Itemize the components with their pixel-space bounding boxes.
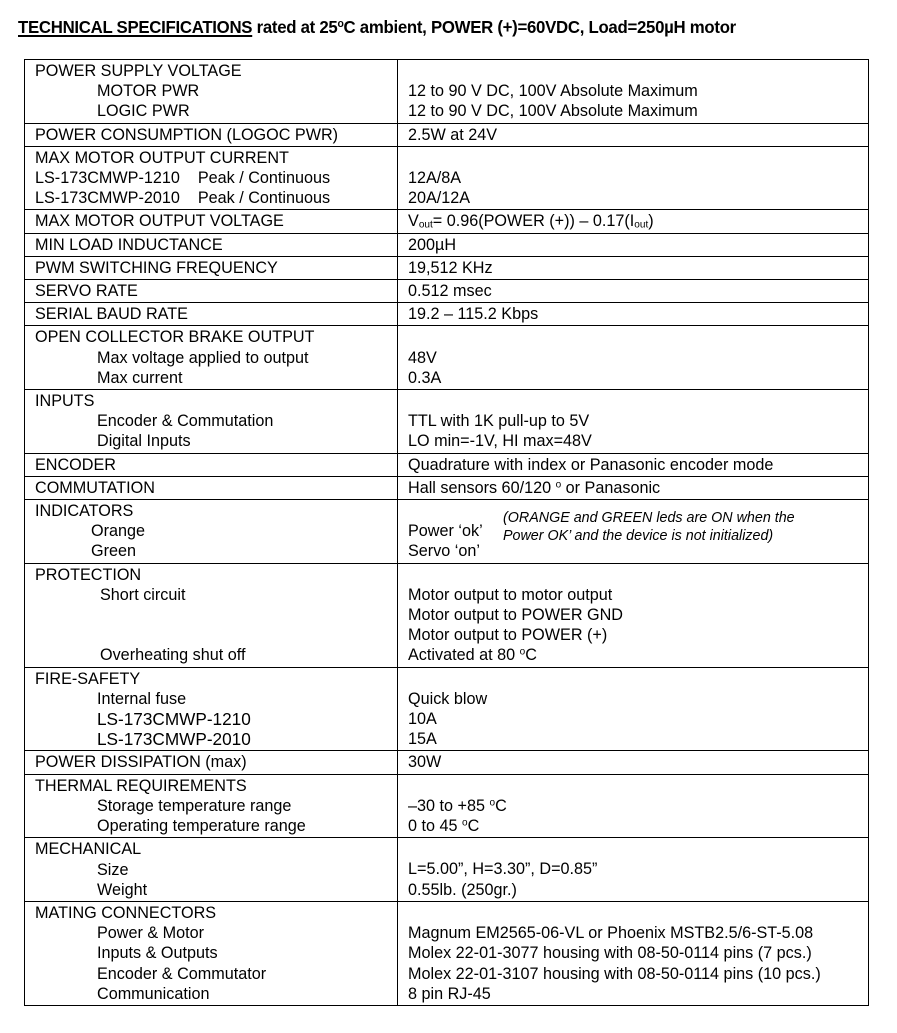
orange-indicator-label: Orange: [91, 522, 145, 541]
table-row: POWER CONSUMPTION (LOGOC PWR) 2.5W at 24V: [25, 123, 869, 146]
table-row: INPUTS Encoder & Commutation Digital Inputs TTL with 1K pull-up to 5V LO min=-1V, HI max=48V: [25, 390, 869, 454]
table-row: MAX MOTOR OUTPUT VOLTAGE $V_{out}=$ 0.96(POWER (+)) – $0.17(I_{out})$: [25, 210, 869, 233]
spec-table: [24, 59, 869, 1006]
table-row: SERIAL BAUD RATE 19.2 – 115.2 Kbps: [25, 303, 869, 326]
table-row: POWER DISSIPATION (max) 30W: [25, 751, 869, 774]
green-indicator-label: Green: [91, 542, 136, 561]
table-row: MAX MOTOR OUTPUT CURRENT LS-173CMWP-1210 Peak / Continuous LS-173CMWP-2010 Peak / Continuous 12A/8A 20A/12A: [25, 146, 869, 210]
table-row: OPEN COLLECTOR BRAKE OUTPUT Max voltage applied to output Max current 48V 0.3A: [25, 326, 869, 390]
table-row: MIN LOAD INDUCTANCE 200µH: [25, 233, 869, 256]
table-row: FIRE-SAFETY Internal fuse LS-173CMWP-1210 LS-173CMWP-2010 Quick blow 10A 15A: [25, 667, 869, 751]
table-row: SERVO RATE 0.512 msec: [25, 280, 869, 303]
table-row: PROTECTION Short circuit Overheating shut off Motor output to motor output Motor output to POWER GND Motor output to POWER (+) Activated at 80 $^o$C: [25, 563, 869, 667]
table-row: PWM SWITCHING FREQUENCY 19,512 KHz: [25, 256, 869, 279]
table-row: [25, 60, 869, 124]
title-heading: TECHNICAL SPECIFICATIONS: [18, 17, 253, 37]
table-row: INDICATORS Orange Green Power ‘ok’ Servo ‘on’ (ORANGE and GREEN leds are ON when the Power OK’ and the device is not initialized): [25, 500, 869, 564]
table-row: MATING CONNECTORS Power & Motor Inputs & Outputs Encoder & Commutator Communication Magnum EM2565-06-VL or Phoenix MSTB2.5/6-ST-5.08 Molex 22-01-3077 housing with 08-50-0114 pins (7 pcs.) Molex 22-01-3107 housing with 08-50-0114 pins (10 pcs.) 8 pin RJ-45: [25, 901, 869, 1005]
table-row: COMMUTATION Hall sensors 60/120 $^o$ or Panasonic: [25, 476, 869, 499]
table-row: ENCODER Quadrature with index or Panasonic encoder mode: [25, 453, 869, 476]
spec-label-cell: POWER SUPPLY VOLTAGE MOTOR PWR LOGIC PWR: [25, 60, 398, 124]
indicator-note: (ORANGE and GREEN leds are ON when the Power OK’ and the device is not initialized): [503, 510, 795, 545]
table-row: THERMAL REQUIREMENTS Storage temperature range Operating temperature range –30 to +85 $^o$C 0 to 45 $^o$C: [25, 774, 869, 838]
document-title: TECHNICAL SPECIFICATIONS rated at 25$^o$C ambient, POWER (+)=60VDC, Load=250µH motor: [18, 17, 736, 37]
spec-value-cell: 12 to 90 V DC, 100V Absolute Maximum 12 to 90 V DC, 100V Absolute Maximum: [398, 60, 869, 124]
table-row: MECHANICAL Size Weight L=5.00”, H=3.30”, D=0.85” 0.55lb. (250gr.): [25, 838, 869, 902]
